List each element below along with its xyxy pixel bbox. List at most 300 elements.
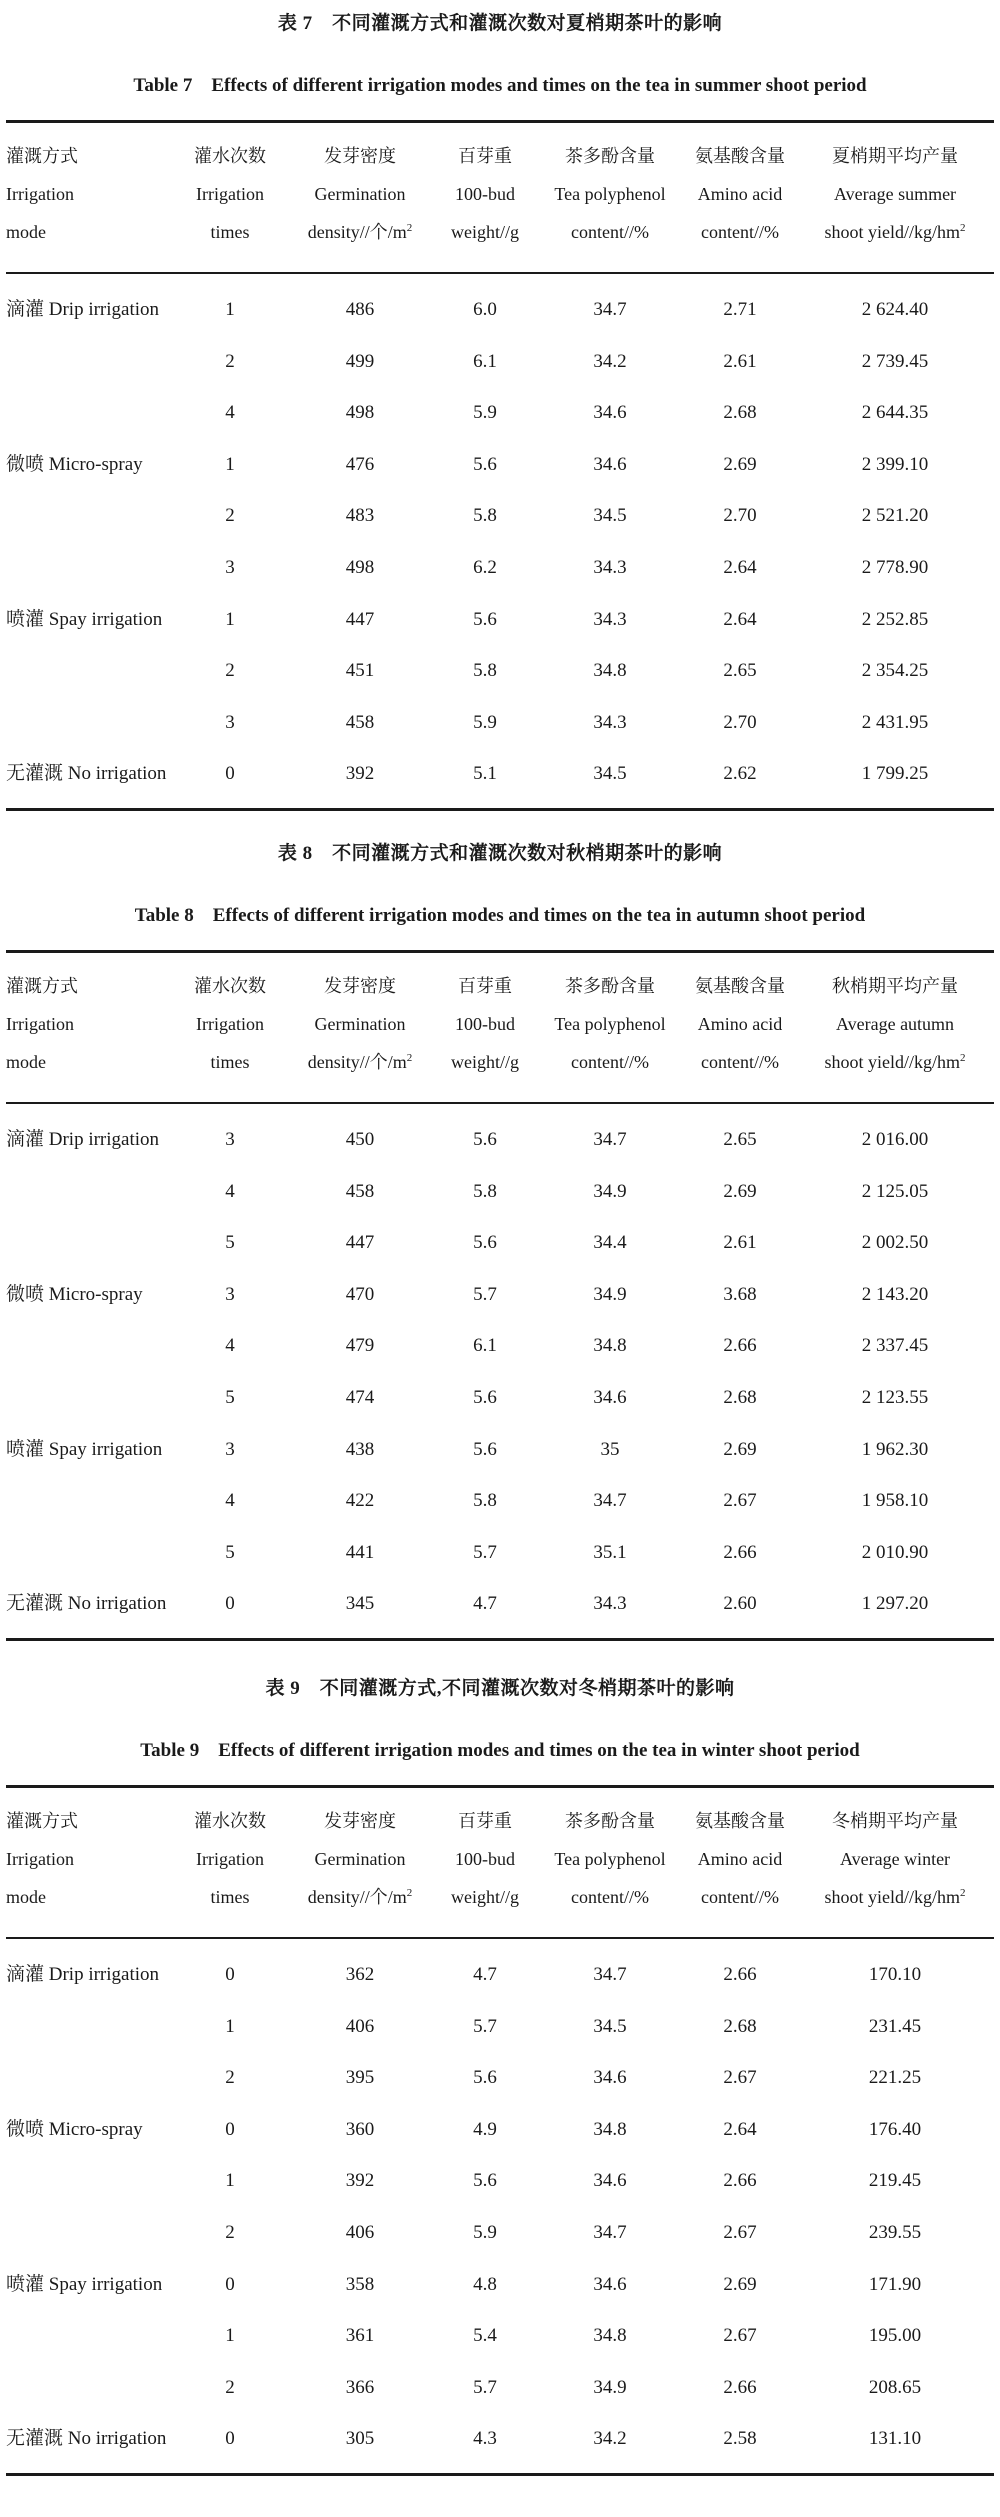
cell-yield: 2 002.50: [861, 1232, 929, 1254]
header-text: 百芽重: [458, 976, 512, 996]
header-text: Tea polyphenol: [554, 1014, 666, 1034]
table-block: [0, 1665, 1000, 2485]
cell-polyphenol: 35: [600, 1438, 620, 1460]
cell-weight: 5.7: [473, 1541, 497, 1563]
cell-times: 4: [225, 1335, 235, 1357]
header-line: [6, 1802, 156, 1840]
cell-weight: 5.6: [473, 453, 497, 475]
table-row: [0, 445, 1000, 485]
cell-times: 0: [225, 2118, 235, 2140]
header-text: density//个/m: [307, 1052, 407, 1072]
cell-density: 470: [345, 1283, 375, 1305]
cell-mode: 微喷 Micro-spray: [6, 453, 143, 475]
header-line: [800, 1043, 990, 1081]
cell-times: 0: [225, 1964, 235, 1985]
cell-polyphenol: 34.8: [593, 2118, 627, 2140]
header-line: [540, 137, 680, 175]
cell-weight: 6.1: [473, 350, 497, 372]
cell-polyphenol: 34.2: [593, 2428, 627, 2450]
header-line: [540, 213, 680, 251]
cell-times: 4: [225, 1180, 235, 1202]
header-cell-mode: [6, 1802, 156, 1916]
cell-amino: 2.69: [723, 453, 757, 475]
header-text: 发芽密度: [324, 976, 396, 996]
cell-density: 498: [345, 402, 375, 424]
table-row: [0, 1378, 1000, 1418]
header-text: shoot yield//kg/hm: [824, 1052, 960, 1072]
cell-weight: 6.2: [473, 557, 497, 578]
header-text: 秋梢期平均产量: [832, 976, 958, 996]
table-row: [0, 393, 1000, 433]
cell-yield: 2 521.20: [861, 505, 929, 527]
header-text: Irrigation: [6, 1014, 74, 1034]
header-text: times: [210, 1887, 250, 1907]
cell-amino: 2.64: [723, 608, 757, 630]
cell-density: 458: [345, 1180, 375, 1202]
cell-density: 366: [345, 2376, 375, 2398]
header-line: [430, 213, 540, 251]
cell-times: 1: [225, 2170, 235, 2192]
cell-yield: 2 337.45: [861, 1335, 929, 1357]
table-bottom-rule: [6, 1638, 994, 1641]
cell-density: 458: [345, 711, 375, 733]
header-line: [540, 1878, 680, 1916]
cell-amino: 2.69: [723, 1180, 757, 1202]
header-cell-density: [290, 137, 430, 251]
cell-polyphenol: 34.8: [593, 1335, 627, 1357]
table-row: [0, 2265, 1000, 2305]
cell-yield: 2 624.40: [861, 299, 929, 320]
cell-polyphenol: 34.6: [593, 1387, 627, 1408]
cell-times: 5: [225, 1541, 235, 1563]
header-text: Amino acid: [697, 1014, 783, 1034]
cell-polyphenol: 34.5: [593, 2015, 627, 2037]
cell-yield: 2 354.25: [861, 660, 929, 682]
cell-weight: 6.0: [473, 299, 497, 320]
cell-times: 4: [225, 402, 235, 424]
cell-times: 3: [225, 1129, 235, 1150]
header-line: [290, 967, 430, 1005]
header-cell-times: [170, 967, 290, 1081]
cell-amino: 2.69: [723, 1438, 757, 1460]
cell-times: 2: [225, 2222, 235, 2243]
cell-yield: 1 962.30: [861, 1438, 929, 1460]
header-text: 灌溉方式: [6, 976, 78, 996]
cell-times: 0: [225, 2273, 235, 2295]
cell-polyphenol: 34.3: [593, 711, 627, 733]
header-line: [540, 1802, 680, 1840]
cell-density: 345: [345, 1593, 375, 1615]
header-text: times: [210, 222, 250, 242]
header-line: [800, 213, 990, 251]
cell-mode: 微喷 Micro-spray: [6, 2118, 143, 2140]
header-line: [680, 967, 800, 1005]
cell-amino: 3.68: [723, 1283, 757, 1305]
table-top-rule: [6, 1785, 994, 1788]
cell-weight: 5.7: [473, 2015, 497, 2037]
header-cell-density: [290, 1802, 430, 1916]
cell-polyphenol: 34.7: [593, 1490, 627, 1512]
table-caption-en: Table 9 Effects of different irrigation modes and times on the tea in winter shoot period: [140, 1740, 860, 1761]
cell-polyphenol: 34.5: [593, 763, 627, 785]
header-line: [170, 213, 290, 251]
header-text: Irrigation: [6, 1849, 74, 1869]
header-text: 氨基酸含量: [695, 146, 785, 166]
cell-weight: 5.6: [473, 2170, 497, 2192]
cell-amino: 2.61: [723, 350, 757, 372]
header-line: [430, 1840, 540, 1878]
cell-density: 438: [345, 1438, 375, 1460]
cell-amino: 2.64: [723, 2118, 757, 2140]
cell-density: 499: [345, 350, 375, 372]
cell-weight: 4.3: [473, 2428, 497, 2450]
cell-weight: 5.9: [473, 711, 497, 733]
table-header-rule: [6, 1937, 994, 1939]
table-row: [0, 1955, 1000, 1995]
header-text: 100-bud: [455, 1849, 515, 1869]
cell-weight: 5.1: [473, 763, 497, 785]
cell-yield: 131.10: [868, 2428, 922, 2450]
header-text: Average autumn: [835, 1014, 955, 1034]
cell-times: 2: [225, 660, 235, 682]
header-line: [800, 1802, 990, 1840]
header-text: 冬梢期平均产量: [832, 1811, 958, 1831]
header-cell-times: [170, 1802, 290, 1916]
header-text: mode: [6, 222, 46, 242]
header-text: 发芽密度: [324, 1811, 396, 1831]
cell-amino: 2.66: [723, 2170, 757, 2192]
cell-weight: 5.8: [473, 660, 497, 682]
cell-mode: 滴灌 Drip irrigation: [6, 1129, 160, 1150]
header-cell-times: [170, 137, 290, 251]
cell-yield: 219.45: [868, 2170, 922, 2192]
cell-times: 1: [225, 2015, 235, 2037]
header-line: [800, 1005, 990, 1043]
table-row: [0, 1430, 1000, 1470]
header-text: 灌溉方式: [6, 1811, 78, 1831]
header-line: [800, 1840, 990, 1878]
table-caption-en: Table 8 Effects of different irrigation modes and times on the tea in autumn shoot period: [134, 905, 866, 926]
table-block: [0, 0, 1000, 820]
cell-amino: 2.66: [723, 1335, 757, 1357]
cell-times: 2: [225, 505, 235, 527]
cell-weight: 5.8: [473, 1180, 497, 1202]
header-text: 灌溉方式: [6, 146, 78, 166]
cell-weight: 4.9: [473, 2118, 497, 2140]
table-row: [0, 496, 1000, 536]
cell-yield: 2 644.35: [861, 402, 929, 424]
cell-polyphenol: 34.7: [593, 2222, 627, 2243]
cell-weight: 5.6: [473, 1232, 497, 1254]
header-text: Average summer: [833, 184, 957, 204]
header-text: content//%: [571, 1887, 649, 1907]
cell-amino: 2.67: [723, 2325, 757, 2347]
cell-amino: 2.62: [723, 763, 757, 785]
header-line: [6, 1043, 156, 1081]
cell-yield: 2 739.45: [861, 350, 929, 372]
cell-amino: 2.58: [723, 2428, 757, 2450]
header-text: 氨基酸含量: [695, 976, 785, 996]
header-text: Irrigation: [196, 1849, 264, 1869]
header-cell-yield: [800, 1802, 990, 1916]
header-line: [540, 1043, 680, 1081]
header-cell-weight: [430, 967, 540, 1081]
cell-yield: 239.55: [868, 2222, 922, 2243]
header-cell-mode: [6, 137, 156, 251]
header-line: [680, 213, 800, 251]
cell-weight: 5.7: [473, 1283, 497, 1305]
cell-amino: 2.70: [723, 711, 757, 733]
cell-times: 3: [225, 1283, 235, 1305]
table-row: [0, 2110, 1000, 2150]
header-text: Irrigation: [196, 184, 264, 204]
cell-weight: 6.1: [473, 1335, 497, 1357]
table-row: [0, 1326, 1000, 1366]
header-text: Amino acid: [697, 1849, 783, 1869]
header-line: [680, 137, 800, 175]
header-line: [680, 1840, 800, 1878]
header-cell-yield: [800, 967, 990, 1081]
header-text: density//个/m: [307, 222, 407, 242]
cell-mode: 无灌溉 No irrigation: [6, 763, 167, 785]
header-text: content//%: [701, 1887, 779, 1907]
superscript: 2: [960, 1887, 966, 1899]
header-line: [170, 967, 290, 1005]
cell-density: 447: [345, 1232, 375, 1254]
cell-density: 422: [345, 1490, 375, 1512]
table-row: [0, 2007, 1000, 2047]
header-text: 灌水次数: [194, 1811, 266, 1831]
cell-weight: 5.9: [473, 2222, 497, 2243]
cell-times: 1: [225, 299, 235, 320]
cell-amino: 2.68: [723, 2015, 757, 2037]
table-row: [0, 548, 1000, 588]
cell-times: 1: [225, 2325, 235, 2347]
cell-amino: 2.65: [723, 660, 757, 682]
table-row: [0, 703, 1000, 743]
header-line: [540, 967, 680, 1005]
header-line: [430, 175, 540, 213]
header-line: [290, 137, 430, 175]
header-text: shoot yield//kg/hm: [824, 222, 960, 242]
cell-yield: 195.00: [868, 2325, 922, 2347]
cell-yield: 1 297.20: [861, 1593, 929, 1615]
table-header: [0, 137, 1000, 287]
cell-amino: 2.61: [723, 1232, 757, 1254]
cell-yield: 2 252.85: [861, 608, 929, 630]
cell-times: 1: [225, 453, 235, 475]
header-line: [800, 137, 990, 175]
cell-weight: 5.6: [473, 608, 497, 630]
header-text: Amino acid: [697, 184, 783, 204]
cell-mode: 无灌溉 No irrigation: [6, 1593, 167, 1615]
header-text: weight//g: [451, 1887, 519, 1907]
header-line: [430, 1043, 540, 1081]
header-text: times: [210, 1052, 250, 1072]
cell-times: 0: [225, 2428, 235, 2450]
cell-polyphenol: 34.6: [593, 2273, 627, 2295]
cell-amino: 2.67: [723, 2222, 757, 2243]
header-line: [6, 213, 156, 251]
superscript: 2: [406, 222, 413, 234]
table-caption-cn: 表 7 不同灌溉方式和灌溉次数对夏梢期茶叶的影响: [277, 13, 723, 34]
cell-polyphenol: 34.7: [593, 299, 627, 320]
header-line: [6, 967, 156, 1005]
header-text: weight//g: [451, 1052, 519, 1072]
header-text: 茶多酚含量: [565, 976, 655, 996]
header-text: 氨基酸含量: [695, 1811, 785, 1831]
cell-density: 392: [345, 763, 375, 785]
cell-density: 483: [345, 505, 375, 527]
cell-density: 360: [345, 2118, 375, 2140]
cell-times: 2: [225, 2376, 235, 2398]
header-text: 灌水次数: [194, 976, 266, 996]
table-row: [0, 1120, 1000, 1160]
header-line: [6, 137, 156, 175]
table-row: [0, 1172, 1000, 1212]
header-line: [430, 1878, 540, 1916]
table-row: [0, 2213, 1000, 2253]
cell-times: 3: [225, 1438, 235, 1460]
header-line: [6, 1005, 156, 1043]
superscript: 2: [960, 1052, 966, 1064]
table-top-rule: [6, 120, 994, 123]
cell-amino: 2.67: [723, 2067, 757, 2089]
cell-yield: 2 431.95: [861, 711, 929, 733]
cell-yield: 2 778.90: [861, 557, 929, 578]
cell-amino: 2.65: [723, 1129, 757, 1150]
cell-amino: 2.64: [723, 557, 757, 578]
table-caption-en: Table 7 Effects of different irrigation modes and times on the tea in summer shoot period: [133, 75, 867, 96]
header-line: [430, 137, 540, 175]
cell-yield: 170.10: [868, 1964, 922, 1985]
cell-yield: 221.25: [868, 2067, 922, 2089]
table-row: [0, 342, 1000, 382]
cell-yield: 2 123.55: [861, 1387, 929, 1408]
cell-yield: 176.40: [868, 2118, 922, 2140]
cell-density: 358: [345, 2273, 375, 2295]
cell-times: 0: [225, 1593, 235, 1615]
cell-amino: 2.68: [723, 402, 757, 424]
cell-mode: 喷灌 Spay irrigation: [6, 2273, 163, 2295]
table-header-rule: [6, 272, 994, 274]
cell-polyphenol: 34.6: [593, 402, 627, 424]
table-caption-cn: 表 8 不同灌溉方式和灌溉次数对秋梢期茶叶的影响: [277, 843, 723, 864]
header-line: [800, 1878, 990, 1916]
table-row: [0, 1481, 1000, 1521]
header-line: [170, 1802, 290, 1840]
cell-yield: 2 016.00: [861, 1129, 929, 1150]
header-text: Tea polyphenol: [554, 1849, 666, 1869]
cell-yield: 231.45: [868, 2015, 922, 2037]
cell-weight: 5.7: [473, 2376, 497, 2398]
cell-mode: 喷灌 Spay irrigation: [6, 1438, 163, 1460]
cell-weight: 5.6: [473, 1387, 497, 1408]
header-text: 发芽密度: [324, 146, 396, 166]
header-line: [290, 1878, 430, 1916]
cell-weight: 5.9: [473, 402, 497, 424]
header-line: [680, 175, 800, 213]
header-cell-density: [290, 967, 430, 1081]
cell-amino: 2.68: [723, 1387, 757, 1408]
cell-mode: 无灌溉 No irrigation: [6, 2428, 167, 2450]
cell-mode: 微喷 Micro-spray: [6, 1283, 143, 1305]
header-line: [430, 1005, 540, 1043]
header-cell-polyphenol: [540, 1802, 680, 1916]
cell-times: 5: [225, 1387, 235, 1408]
cell-density: 395: [345, 2067, 375, 2089]
table-row: [0, 754, 1000, 794]
header-text: shoot yield//kg/hm: [824, 1887, 960, 1907]
cell-density: 474: [345, 1387, 375, 1408]
superscript: 2: [960, 222, 966, 234]
table-top-rule: [6, 950, 994, 953]
header-line: [680, 1802, 800, 1840]
cell-times: 0: [225, 763, 235, 785]
cell-times: 3: [225, 711, 235, 733]
cell-polyphenol: 34.9: [593, 1180, 627, 1202]
cell-density: 476: [345, 453, 375, 475]
header-line: [6, 1878, 156, 1916]
table-row: [0, 2368, 1000, 2408]
cell-polyphenol: 34.7: [593, 1964, 627, 1985]
table-row: [0, 1584, 1000, 1624]
cell-weight: 4.7: [473, 1964, 497, 1985]
header-cell-polyphenol: [540, 137, 680, 251]
cell-density: 406: [345, 2015, 375, 2037]
header-text: Irrigation: [196, 1014, 264, 1034]
cell-density: 450: [345, 1129, 375, 1150]
header-text: Germination: [314, 184, 406, 204]
table-row: [0, 1275, 1000, 1315]
header-cell-polyphenol: [540, 967, 680, 1081]
header-text: 100-bud: [455, 184, 515, 204]
cell-density: 305: [345, 2428, 375, 2450]
header-text: mode: [6, 1052, 46, 1072]
cell-polyphenol: 34.7: [593, 1129, 627, 1150]
table-header-rule: [6, 1102, 994, 1104]
header-line: [6, 175, 156, 213]
cell-yield: 2 010.90: [861, 1541, 929, 1563]
cell-mode: 滴灌 Drip irrigation: [6, 1964, 160, 1985]
header-text: weight//g: [451, 222, 519, 242]
header-text: 百芽重: [458, 1811, 512, 1831]
table-header: [0, 967, 1000, 1117]
header-text: 茶多酚含量: [565, 146, 655, 166]
cell-times: 2: [225, 350, 235, 372]
header-text: Tea polyphenol: [554, 184, 666, 204]
cell-density: 447: [345, 608, 375, 630]
cell-yield: 2 143.20: [861, 1283, 929, 1305]
header-text: content//%: [701, 1052, 779, 1072]
cell-mode: 喷灌 Spay irrigation: [6, 608, 163, 630]
cell-polyphenol: 34.9: [593, 2376, 627, 2398]
cell-density: 392: [345, 2170, 375, 2192]
header-line: [430, 967, 540, 1005]
cell-amino: 2.67: [723, 1490, 757, 1512]
table-bottom-rule: [6, 808, 994, 811]
header-line: [290, 1043, 430, 1081]
superscript: 2: [406, 1887, 413, 1899]
cell-polyphenol: 35.1: [593, 1541, 627, 1563]
cell-times: 1: [225, 608, 235, 630]
header-line: [290, 175, 430, 213]
cell-weight: 5.6: [473, 2067, 497, 2089]
header-cell-amino: [680, 1802, 800, 1916]
table-caption-cn: 表 9 不同灌溉方式,不同灌溉次数对冬梢期茶叶的影响: [265, 1678, 735, 1699]
cell-polyphenol: 34.3: [593, 1593, 627, 1615]
table-block: [0, 830, 1000, 1650]
